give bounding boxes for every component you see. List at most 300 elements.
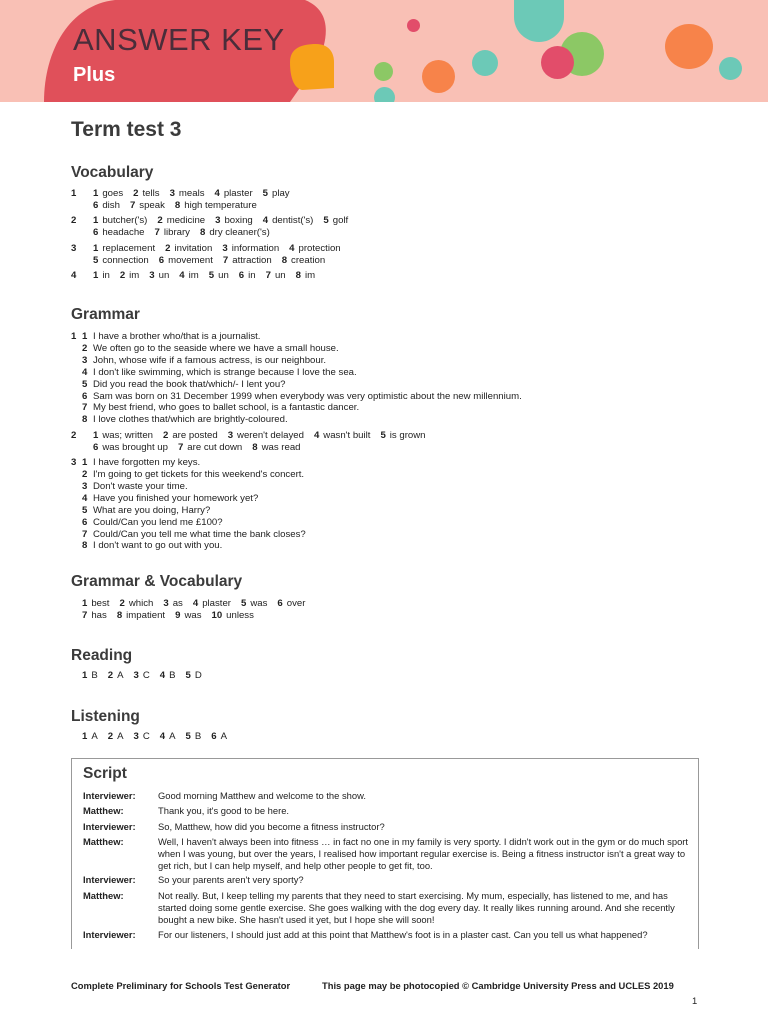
item-text: C [142, 731, 150, 742]
answer-row [71, 188, 358, 200]
item-number: 6 [82, 390, 88, 402]
item-number: 8 [252, 441, 258, 453]
indent [82, 200, 93, 212]
answer-item [82, 610, 107, 622]
question-number [71, 493, 82, 505]
item-text: Could/Can you lend me £100? [93, 516, 223, 528]
item-text: I have forgotten my keys. [93, 457, 201, 469]
item-text: was [184, 609, 202, 621]
answer-item [165, 243, 212, 255]
question-number [71, 227, 82, 239]
answer-item [380, 430, 425, 442]
question-number [71, 505, 82, 517]
answer-item [170, 188, 205, 200]
item-text: replacement [102, 242, 156, 254]
item-number: 3 [133, 731, 139, 742]
item-number: 2 [119, 598, 125, 609]
item-number: 7 [82, 402, 88, 414]
item-text: are cut down [187, 441, 243, 453]
answer-row [71, 610, 315, 622]
answer-item [119, 598, 153, 610]
item-text: information [231, 242, 280, 254]
speaker-label: Matthew: [83, 890, 124, 901]
question-number [71, 391, 82, 403]
answer-row [71, 493, 522, 505]
item-text: A [117, 731, 124, 742]
answer-item [323, 215, 348, 227]
item-number: 2 [165, 242, 171, 254]
question-number [71, 402, 82, 414]
indent [82, 430, 93, 442]
item-number: 5 [185, 670, 191, 681]
indent [71, 610, 82, 622]
answer-item [277, 598, 305, 610]
question-number [71, 540, 82, 552]
answer-row [71, 215, 358, 227]
item-text: wasn't built [323, 429, 371, 441]
item-number: 5 [262, 188, 268, 199]
item-number: 3 [227, 429, 234, 441]
grammar-heading: Grammar [71, 306, 140, 323]
item-number: 5 [93, 254, 99, 266]
item-text: Could/Can you tell me what time the bank closes? [93, 528, 306, 540]
answer-item [186, 731, 202, 743]
footer-copyright: This page may be photocopied © Cambridge University Press and UCLES 2019 [322, 980, 674, 991]
item-text: creation [291, 254, 326, 266]
item-text: weren't delayed [237, 429, 304, 441]
answer-row [71, 670, 212, 682]
speaker-label: Interviewer: [83, 821, 136, 832]
item-text: plaster [202, 598, 231, 609]
script-line [83, 821, 690, 833]
item-text: un [274, 269, 286, 281]
indent [82, 243, 93, 255]
decorative-dot [665, 24, 713, 69]
item-number: 7 [222, 254, 229, 266]
answer-item [160, 670, 176, 682]
item-text: Don't waste your time. [93, 480, 188, 492]
item-text: I don't want to go out with you. [93, 540, 223, 552]
item-number: 5 [82, 378, 88, 390]
answer-item [93, 430, 153, 442]
item-number: 2 [82, 468, 88, 480]
item-number: 5 [185, 731, 191, 742]
answer-item [215, 215, 253, 227]
item-number: 8 [174, 199, 181, 211]
speaker-label: Matthew: [83, 805, 124, 816]
answer-row [71, 379, 522, 391]
question-number [71, 355, 82, 367]
answer-row [71, 331, 522, 343]
item-number: 4 [262, 215, 269, 227]
item-text: D [194, 670, 202, 681]
item-text: John, whose wife if a famous actress, is our neighbour. [93, 354, 327, 366]
item-text: I love clothes that/which are brightly-coloured. [93, 414, 288, 426]
item-text: golf [332, 215, 349, 227]
item-number: 4 [192, 598, 199, 609]
speaker-text: For our listeners, I should just add at this point that Matthew's foot is in a plaster cast. Can you tell us what happened? [158, 929, 648, 940]
answer-row [71, 442, 522, 454]
script-line [83, 890, 690, 925]
item-number: 4 [214, 188, 220, 199]
answer-item [215, 188, 253, 200]
item-number: 2 [119, 269, 126, 281]
item-text: protection [298, 242, 341, 254]
header-banner [0, 0, 768, 102]
indent [71, 598, 82, 610]
item-text: I have a brother who/that is a journalist. [93, 331, 261, 342]
item-text: B [169, 670, 176, 681]
item-number: 4 [159, 670, 166, 681]
item-text: medicine [166, 215, 206, 227]
speaker-text: Good morning Matthew and welcome to the show. [158, 790, 366, 801]
answer-item [160, 731, 176, 743]
item-text: which [128, 598, 154, 609]
question-number [71, 343, 82, 355]
answer-row [71, 270, 358, 282]
item-number: 3 [149, 269, 155, 281]
answer-row [71, 540, 522, 552]
answer-item [93, 255, 149, 267]
answer-row [71, 402, 522, 414]
listening-answers [71, 731, 237, 743]
item-text: butcher('s) [102, 215, 148, 227]
decorative-dot [374, 87, 395, 102]
indent [82, 188, 93, 200]
answer-item [163, 430, 218, 442]
item-number: 5 [380, 429, 386, 441]
script-line [83, 929, 690, 941]
item-number: 6 [82, 516, 88, 528]
answer-row [71, 414, 522, 426]
item-text: I don't like swimming, which is strange because I love the sea. [93, 366, 357, 378]
item-number: 7 [154, 227, 160, 239]
answer-item [179, 270, 198, 282]
question-number [71, 529, 82, 541]
answer-row [71, 430, 522, 442]
item-text: unless [226, 609, 254, 621]
answer-item [193, 598, 231, 610]
item-number: 5 [323, 215, 329, 227]
item-number: 8 [281, 254, 288, 266]
answer-row [71, 343, 522, 355]
question-number: 1 [71, 331, 77, 342]
question-number [71, 200, 82, 212]
grammar-vocabulary-answers [71, 598, 315, 622]
item-number: 6 [93, 441, 99, 453]
item-number: 2 [157, 215, 163, 227]
item-text: A [220, 731, 228, 742]
item-text: in [102, 269, 110, 281]
speaker-text: Well, I haven't always been into fitness … in fact no one in my family is very sporty. I didn't work out in the gym or do much sport when I was young, but over the years, I realised how important regular exercise is. Being a fitness instructor isn't a great way to get rich, but I can help myself, and help other people to get fit, too. [158, 836, 689, 871]
item-number: 2 [82, 342, 88, 354]
item-text: Did you read the book that/which/- I lent you? [93, 378, 286, 390]
item-number: 1 [82, 731, 88, 742]
speaker-text: Not really. But, I keep telling my parents that they need to start exercising. My mum, especially, has listened to me, and has started doing some gentle exercise. She goes walking with the dog every day. It really likes running around. And she recently bought a new bike. She hasn't used it yet, but I hope she will soon! [158, 890, 675, 925]
item-text: dish [102, 199, 120, 211]
item-text: connection [102, 254, 149, 266]
item-text: boxing [224, 215, 253, 227]
indent [82, 215, 93, 227]
answer-item [289, 243, 340, 255]
question-number: 3 [71, 242, 77, 254]
question-number: 3 [71, 457, 77, 469]
item-text: movement [168, 254, 213, 266]
item-text: headache [102, 227, 145, 239]
decorative-dot [374, 62, 393, 81]
answer-row [71, 529, 522, 541]
item-text: B [91, 670, 98, 681]
indent [82, 270, 93, 282]
item-text: was brought up [102, 441, 168, 453]
answer-key-subtitle: Plus [73, 64, 116, 86]
answer-row [71, 481, 522, 493]
item-text: tells [142, 188, 160, 199]
indent [82, 255, 93, 267]
item-number: 3 [169, 188, 175, 199]
decorative-dot [541, 46, 574, 79]
answer-row [71, 517, 522, 529]
answer-item [120, 270, 139, 282]
item-text: play [271, 188, 290, 199]
answer-row [71, 469, 522, 481]
item-text: im [304, 269, 316, 281]
item-number: 7 [129, 199, 136, 211]
item-text: high temperature [184, 199, 257, 211]
item-text: as [172, 598, 183, 609]
speaker-text: Thank you, it's good to be here. [158, 805, 290, 816]
item-number: 1 [82, 331, 88, 342]
answer-item [93, 270, 110, 282]
answer-item [178, 442, 242, 454]
item-text: A [91, 731, 98, 742]
item-number: 1 [93, 242, 99, 254]
item-number: 2 [163, 429, 169, 441]
item-text: was; written [102, 429, 153, 441]
item-text: im [188, 269, 199, 281]
answer-row [71, 200, 358, 212]
answer-row [71, 505, 522, 517]
item-text: meals [178, 188, 205, 199]
item-number: 4 [289, 242, 295, 254]
question-number [71, 367, 82, 379]
item-number: 6 [158, 254, 165, 266]
item-text: speak [139, 199, 165, 211]
item-number: 2 [107, 670, 114, 681]
question-number [71, 469, 82, 481]
item-number: 1 [93, 429, 99, 441]
script-line [83, 805, 690, 817]
answer-item [241, 598, 267, 610]
answer-item [93, 215, 147, 227]
item-number: 6 [93, 227, 99, 239]
answer-item [93, 442, 168, 454]
answer-item [200, 227, 270, 239]
item-number: 1 [82, 457, 88, 469]
answer-item [130, 200, 165, 212]
script-box [71, 758, 699, 949]
answer-item [223, 255, 272, 267]
question-number: 2 [71, 215, 77, 227]
item-text: over [286, 598, 306, 609]
speaker-text: So your parents aren't very sporty? [158, 874, 304, 885]
answer-item [222, 243, 279, 255]
script-heading: Script [83, 765, 127, 782]
answer-item [263, 215, 314, 227]
item-number: 8 [116, 609, 123, 621]
page-title: Term test 3 [71, 118, 182, 141]
item-number: 2 [107, 731, 114, 742]
item-text: goes [102, 188, 124, 199]
item-text: has [91, 609, 107, 621]
script-line [83, 874, 690, 886]
item-text: B [194, 731, 202, 742]
item-number: 2 [133, 188, 139, 199]
answer-row [71, 367, 522, 379]
question-number: 2 [71, 429, 77, 441]
item-text: was [250, 598, 268, 609]
item-text: in [248, 269, 256, 281]
indent [82, 227, 93, 239]
item-text: plaster [223, 188, 253, 199]
answer-item [296, 270, 315, 282]
answer-item [108, 670, 124, 682]
item-number: 8 [82, 414, 88, 426]
item-text: A [169, 731, 176, 742]
speaker-label: Interviewer: [83, 790, 136, 801]
item-number: 1 [93, 215, 99, 227]
item-number: 3 [163, 598, 169, 609]
item-number: 10 [211, 609, 223, 621]
answer-item [93, 188, 123, 200]
answer-item [252, 442, 300, 454]
answer-item [228, 430, 304, 442]
answer-item [266, 270, 286, 282]
item-text: un [158, 269, 170, 281]
answer-row [71, 227, 358, 239]
reading-answers [71, 670, 212, 682]
item-text: I'm going to get tickets for this weekend's concert. [93, 468, 305, 480]
answer-item [314, 430, 371, 442]
answer-item [117, 610, 165, 622]
decorative-dot [719, 57, 742, 80]
vocabulary-answers [71, 188, 358, 285]
item-number: 8 [199, 227, 206, 239]
answer-item [212, 610, 254, 622]
item-number: 1 [93, 269, 99, 281]
item-text: dry cleaner('s) [209, 227, 270, 239]
item-text: attraction [232, 254, 272, 266]
item-number: 4 [313, 429, 320, 441]
answer-item [93, 243, 155, 255]
reading-heading: Reading [71, 647, 133, 664]
answer-item [263, 188, 290, 200]
question-number [71, 255, 82, 267]
decorative-dot [422, 60, 455, 93]
decorative-dot [407, 19, 420, 32]
answer-item [239, 270, 256, 282]
item-number: 4 [179, 269, 185, 281]
answer-item [134, 731, 150, 743]
item-text: We often go to the seaside where we have a small house. [93, 342, 339, 354]
item-number: 1 [82, 598, 88, 609]
answer-key-title: ANSWER KEY [73, 22, 285, 57]
grammar-vocabulary-heading: Grammar & Vocabulary [71, 573, 243, 590]
answer-item [93, 227, 145, 239]
answer-item [82, 670, 98, 682]
vocabulary-heading: Vocabulary [71, 164, 154, 181]
answer-row [71, 457, 522, 469]
question-number [71, 414, 82, 426]
indent [71, 670, 82, 682]
answer-item [175, 200, 257, 212]
item-text: What are you doing, Harry? [93, 504, 211, 516]
answer-item [282, 255, 325, 267]
answer-item [133, 188, 159, 200]
answer-item [155, 227, 190, 239]
item-number: 6 [93, 199, 99, 211]
item-number: 3 [82, 354, 88, 366]
answer-row [71, 355, 522, 367]
answer-item [211, 731, 227, 743]
item-number: 6 [238, 269, 245, 281]
item-number: 7 [265, 269, 271, 281]
item-text: best [91, 598, 110, 609]
item-number: 1 [82, 670, 88, 681]
item-number: 8 [295, 269, 301, 281]
answer-item [93, 200, 120, 212]
grammar-answers [71, 331, 522, 552]
question-number [71, 442, 82, 454]
item-text: My best friend, who goes to ballet school, is a fantastic dancer. [93, 402, 360, 414]
answer-row [71, 243, 358, 255]
footer-product: Complete Preliminary for Schools Test Generator [71, 980, 291, 991]
listening-heading: Listening [71, 708, 140, 725]
item-number: 6 [277, 598, 283, 609]
item-text: A [117, 670, 124, 681]
answer-item [157, 215, 205, 227]
speaker-label: Interviewer: [83, 929, 136, 940]
item-text: is grown [389, 429, 426, 441]
speaker-text: So, Matthew, how did you become a fitness instructor? [158, 821, 385, 832]
decorative-dot [472, 50, 498, 76]
speaker-label: Matthew: [83, 836, 124, 847]
item-number: 3 [133, 670, 139, 681]
item-number: 3 [82, 480, 88, 492]
question-number: 4 [71, 269, 77, 281]
answer-row [71, 731, 237, 743]
page-number: 1 [692, 995, 698, 1006]
item-text: impatient [126, 609, 166, 621]
answer-row [71, 255, 358, 267]
item-number: 7 [177, 441, 184, 453]
question-number [71, 481, 82, 493]
item-text: dentist('s) [272, 215, 314, 227]
indent [71, 731, 82, 743]
item-number: 3 [215, 215, 221, 227]
answer-item [149, 270, 169, 282]
answer-item [209, 270, 229, 282]
item-number: 8 [82, 540, 88, 552]
item-number: 5 [208, 269, 215, 281]
answer-item [82, 598, 109, 610]
item-number: 9 [175, 609, 181, 621]
item-text: im [129, 269, 140, 281]
indent [82, 442, 93, 454]
item-number: 3 [222, 242, 228, 254]
item-number: 4 [159, 731, 166, 742]
item-number: 4 [82, 492, 88, 504]
